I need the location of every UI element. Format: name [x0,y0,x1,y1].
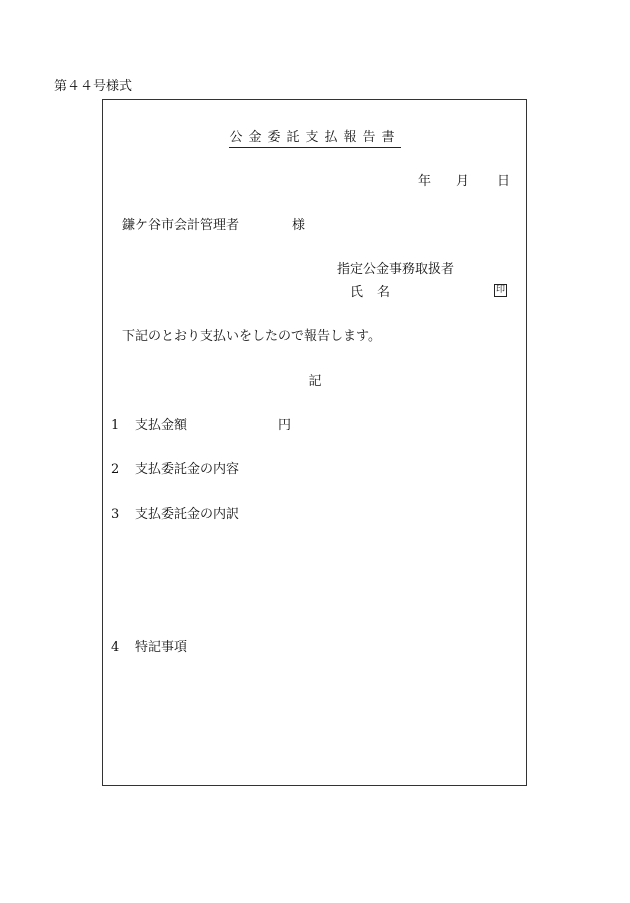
item-number: 1 [111,418,120,433]
item-number: 4 [111,640,120,655]
date-day-label: 日 [497,174,511,189]
form-frame [102,99,527,786]
date-year-label: 年 [418,174,432,189]
statement: 下記のとおり支払いをしたので報告します。 [122,329,381,344]
item-label-payment-amount: 支払金額 [135,418,188,433]
ki-heading: 記 [308,374,322,389]
seal-mark: 印 [495,285,505,295]
form-number: 第４４号様式 [54,79,133,94]
handler-title: 指定公金事務取扱者 [337,262,455,277]
item-number: 2 [111,462,120,477]
name-label: 氏名 [350,285,405,300]
item-label-breakdown: 支払委託金の内訳 [135,507,240,522]
item-label-special-notes: 特記事項 [135,640,188,655]
item-label-contents: 支払委託金の内容 [135,462,240,477]
date-month-label: 月 [456,174,470,189]
item-number: 3 [111,507,120,522]
document-title-text: 公金委託支払報告書 [229,130,400,148]
honorific: 様 [292,218,306,233]
recipient: 鎌ケ谷市会計管理者 [122,218,240,233]
yen-unit: 円 [278,418,292,433]
document-title [0,131,630,144]
